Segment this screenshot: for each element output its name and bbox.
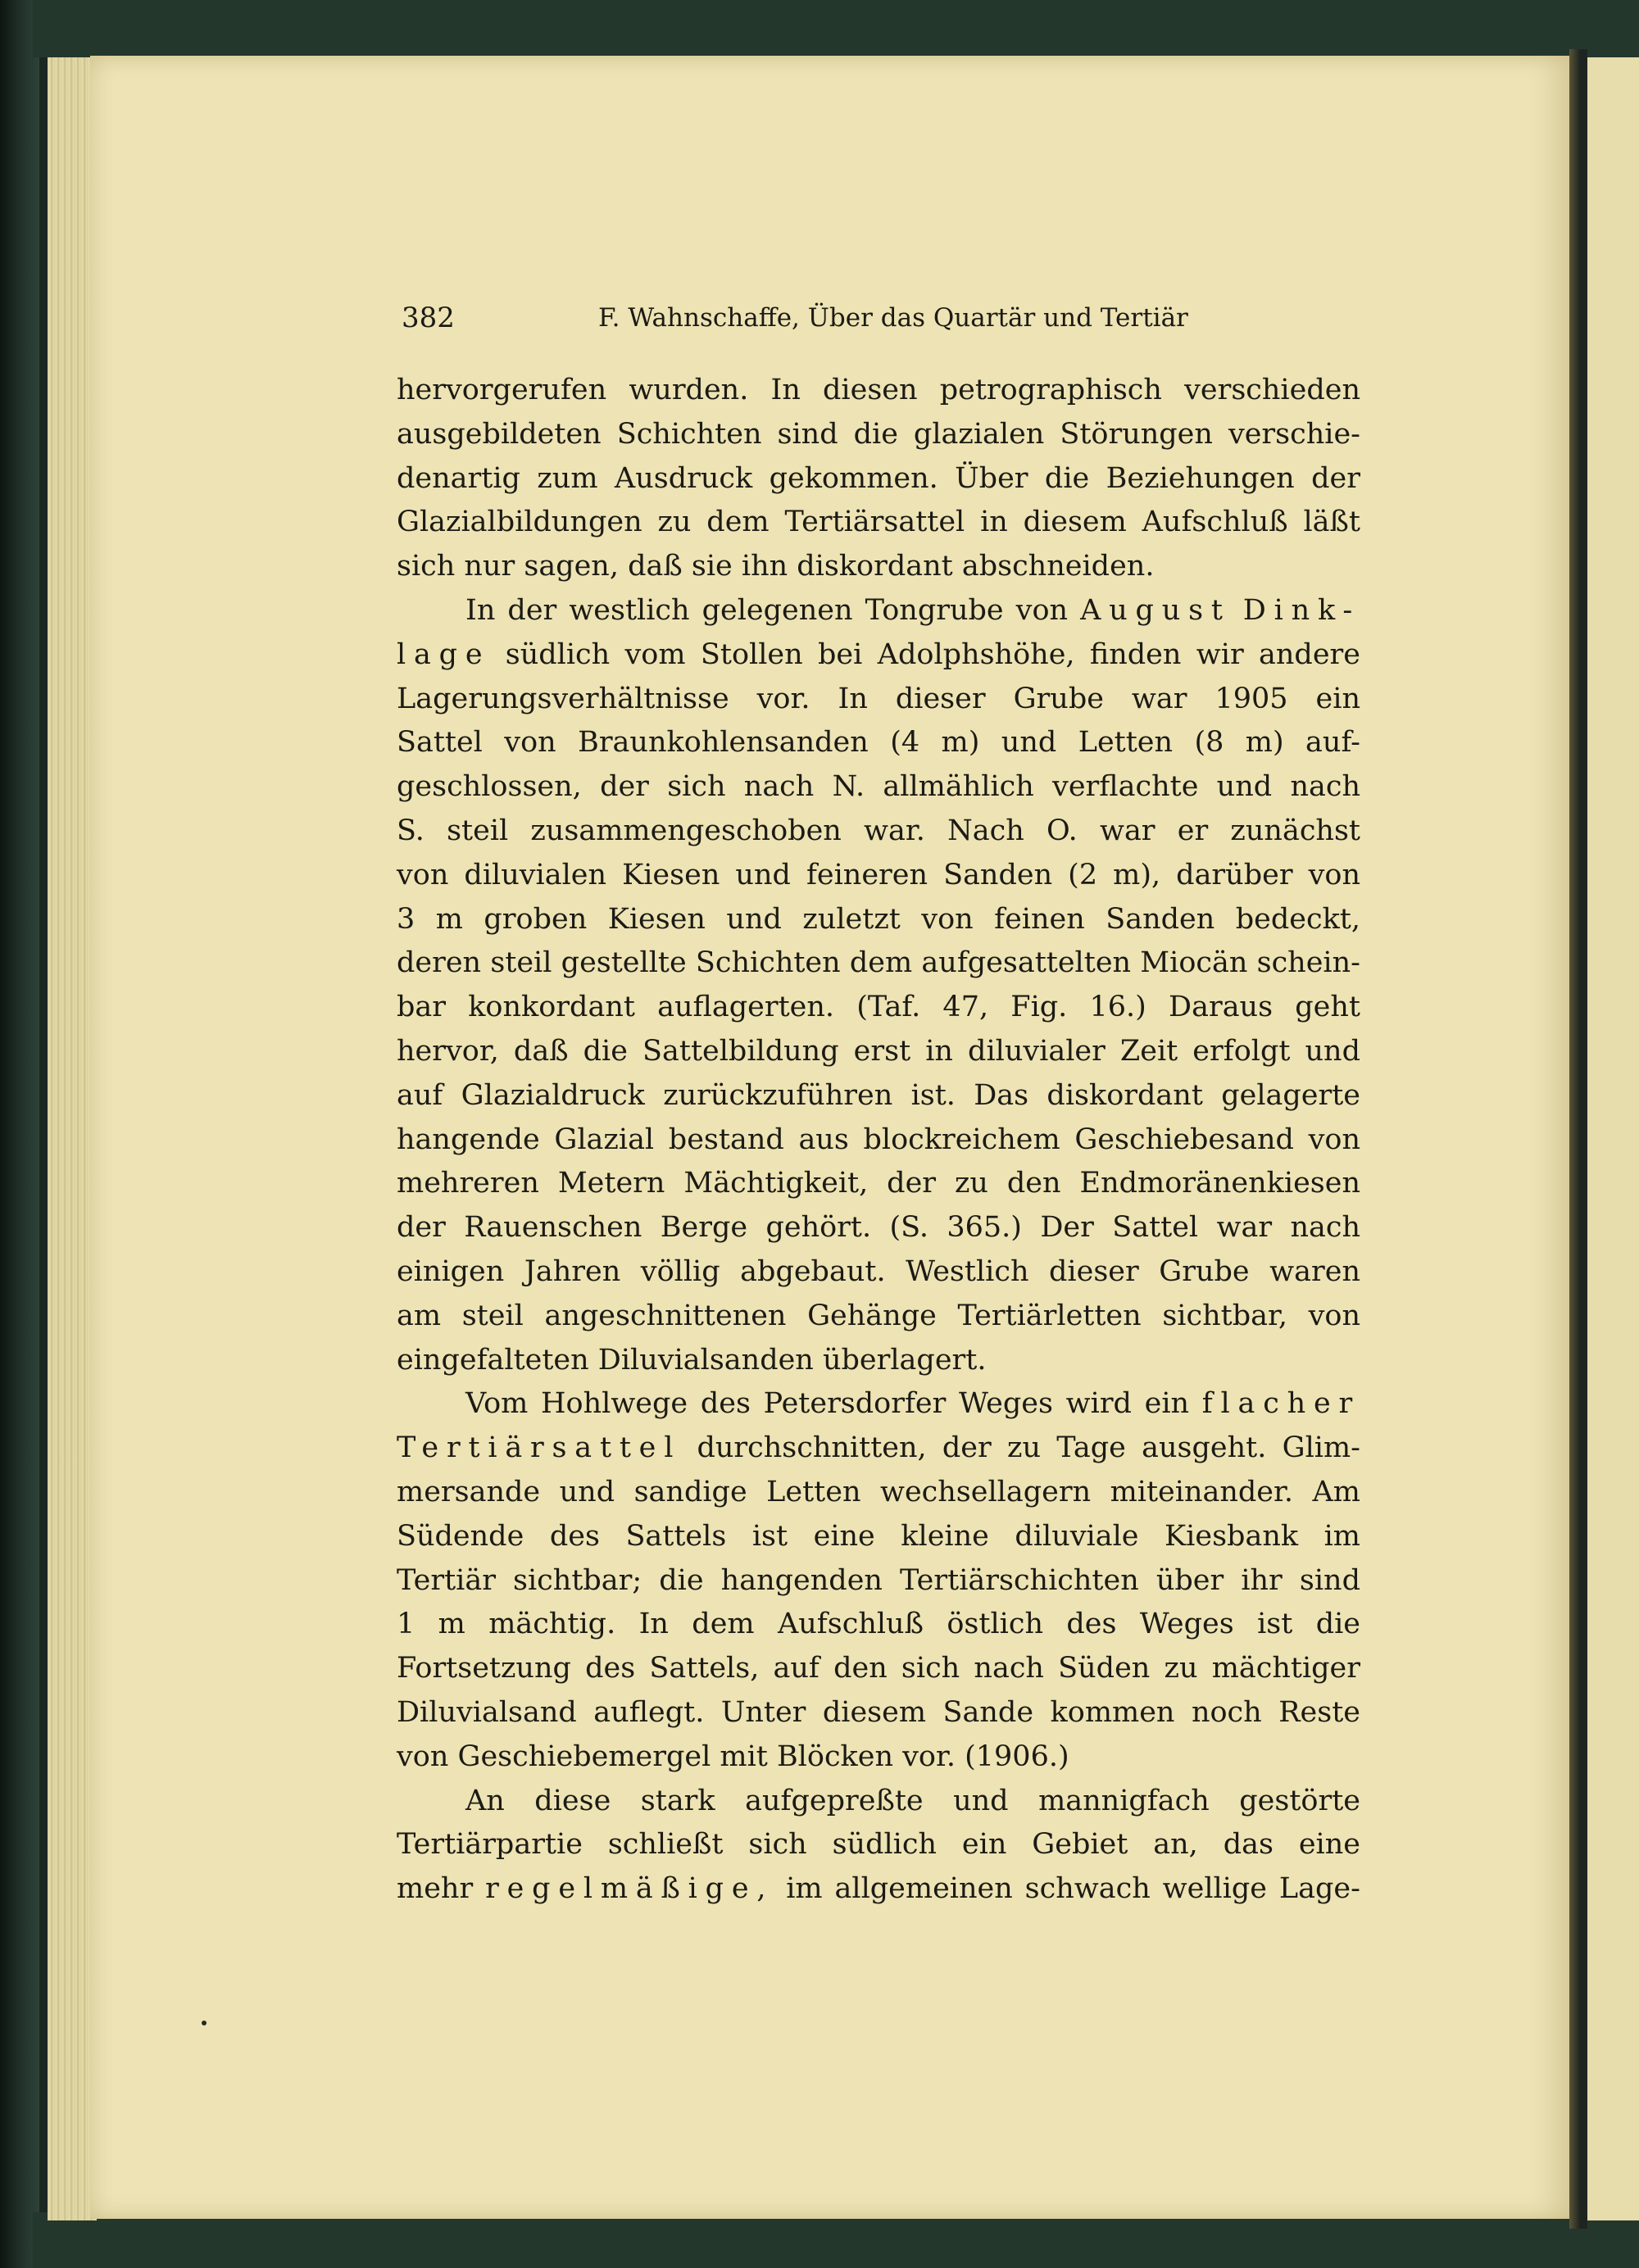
text-line: Diluvialsand auflegt. Unter diesem Sande kommen noch Reste — [397, 1695, 1360, 1729]
text-line: Glazialbildungen zu dem Tertiärsattel in diesem Aufschluß läßt — [397, 506, 1360, 539]
text-line: lage südlich vom Stollen bei Adolphshöhe, finden wir andere — [397, 637, 1360, 671]
facing-page-edge — [1587, 57, 1639, 2220]
spaced-name: August — [1080, 593, 1231, 627]
cover-edge-top — [33, 0, 1639, 57]
text-line: Lagerungsverhältnisse vor. In dieser Grube war 1905 ein — [397, 682, 1360, 715]
spaced-name: lage — [397, 637, 491, 671]
text-line: Vom Hohlwege des Petersdorfer Weges wird ein flacher — [465, 1387, 1360, 1421]
text-line: S. steil zusammengeschoben war. Nach O. war er zunächst — [397, 814, 1360, 847]
ink-speck — [202, 2021, 207, 2025]
text-line: 3 m groben Kiesen und zuletzt von feinen Sanden bedeckt, — [397, 902, 1360, 936]
text-line: Sattel von Braunkohlensanden (4 m) und Letten (8 m) auf- — [397, 726, 1360, 760]
text-line: von Geschiebemergel mit Blöcken vor. (1906.) — [397, 1740, 1069, 1773]
text-line: Fortsetzung des Sattels, auf den sich nach Süden zu mächtiger — [397, 1652, 1360, 1685]
book-gutter — [1569, 49, 1587, 2229]
spaced-name: Dink- — [1242, 593, 1360, 627]
page-number: 382 — [402, 302, 455, 334]
book-binding — [0, 0, 39, 2268]
text-line: sich nur sagen, daß sie ihn diskordant abschneiden. — [397, 550, 1155, 583]
text-line: einigen Jahren völlig abgebaut. Westlich dieser Grube waren — [397, 1254, 1360, 1288]
text-line: bar konkordant auflagerten. (Taf. 47, Fig. 16.) Daraus geht — [397, 991, 1360, 1024]
text-line: der Rauenschen Berge gehört. (S. 365.) Der Sattel war nach — [397, 1211, 1360, 1245]
text-line: Tertiärsattel durchschnitten, der zu Tage ausgeht. Glim- — [397, 1431, 1360, 1465]
spaced-word: regelmäßige, — [485, 1872, 774, 1906]
text-line: hervorgerufen wurden. In diesen petrographisch verschieden — [397, 374, 1360, 406]
page-header — [402, 302, 1295, 342]
text-line: Tertiärpartie schließt sich südlich ein Gebiet an, das eine — [397, 1828, 1360, 1862]
text-line: mehreren Metern Mächtigkeit, der zu den Endmoränenkiesen — [397, 1167, 1360, 1200]
cover-edge-bottom — [33, 2212, 1639, 2268]
text-line: eingefalteten Diluvialsanden überlagert. — [397, 1343, 987, 1377]
text-line: mersande und sandige Letten wechsellagern miteinander. Am — [397, 1475, 1360, 1508]
text-line: auf Glazialdruck zurückzuführen ist. Das diskordant gelagerte — [397, 1078, 1360, 1112]
spaced-word: Tertiärsattel — [397, 1431, 682, 1465]
text-line: denartig zum Ausdruck gekommen. Über die Beziehungen der — [397, 461, 1360, 495]
text-line: deren steil gestellte Schichten dem aufgesattelten Miocän schein- — [397, 946, 1360, 980]
text-line: von diluvialen Kiesen und feineren Sanden (2 m), darüber von — [397, 858, 1360, 891]
text-line: geschlossen, der sich nach N. allmählich verflachte und nach — [397, 770, 1360, 804]
text-line: Südende des Sattels ist eine kleine diluviale Kiesbank im — [397, 1519, 1360, 1553]
spaced-word: flacher — [1201, 1387, 1360, 1421]
text-line: mehr regelmäßige, im allgemeinen schwach wellige Lage- — [397, 1872, 1360, 1906]
running-title: F. Wahnschaffe, Über das Quartär und Tertiär — [598, 303, 1188, 333]
text-line: 1 m mächtig. In dem Aufschluß östlich des Weges ist die — [397, 1608, 1360, 1641]
text-line: In der westlich gelegenen Tongrube von August Dink- — [465, 593, 1360, 627]
text-line: ausgebildeten Schichten sind die glazialen Störungen verschie- — [397, 417, 1360, 451]
text-line: Tertiär sichtbar; die hangenden Tertiärschichten über ihr sind — [397, 1563, 1360, 1597]
page-edges — [48, 57, 97, 2220]
text-line: hangende Glazial bestand aus blockreichem Geschiebesand von — [397, 1123, 1360, 1156]
text-line: hervor, daß die Sattelbildung erst in diluvialer Zeit erfolgt und — [397, 1034, 1360, 1068]
body-text — [397, 369, 1360, 1912]
text-line: am steil angeschnittenen Gehänge Tertiärletten sichtbar, von — [397, 1299, 1360, 1332]
text-line: An diese stark aufgepreßte und mannigfach gestörte — [465, 1784, 1360, 1817]
